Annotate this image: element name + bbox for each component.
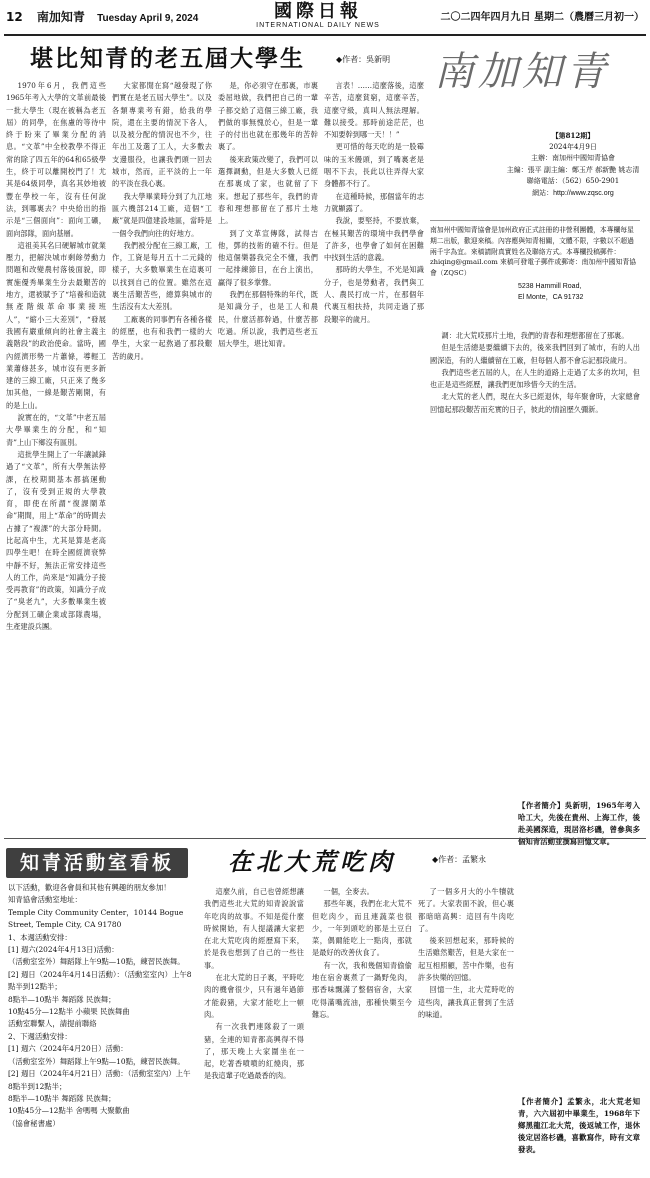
- paragraph: 這麼久前，自己也曾經想讓我們這些北大荒的知青說說當年吃肉的故事。不知是從什麼時候開始，有人提議讓大家把在北大荒吃肉的經歷寫下來，於是我也想到了自己的一些往事。: [204, 887, 304, 970]
- paragraph: 有一次，我和幾個知青偷偷地在宿舍裏煮了一鍋野兔肉，那香味飄滿了整個宿舍，大家吃得滿嘴流油，那種快樂至今難忘。: [312, 960, 412, 1019]
- paragraph: 我說，要堅持，不要放棄，在極其艱苦的環境中我們學會了許多，也學會了如何在困難中找到生活的意義。: [324, 216, 424, 263]
- paragraph: 那時的大學生，不光是知識分子，也是勞動者，我們與工人、農民打成一片，在那個年代裏互相扶持，共同走過了那段艱辛的歲月。: [324, 265, 424, 324]
- paper-logo: [248, 2, 388, 29]
- author-bio: 【作者簡介】吳新明，1965年考入哈工大，先後在貴州、上海工作，後赴美國深造，現居洛杉磯，曾參與多個知青活動並撰寫回憶文章。: [518, 801, 640, 847]
- club-item: 10點45分—12點半 小蘋果 民族舞曲: [8, 1007, 130, 1017]
- food-article-byline: ◆作者：孟繁永: [432, 855, 487, 864]
- paragraph: 後來政策改變了，我們可以選擇調動，但是大多數人已經在那裏成了家，也就留了下來。想起了那些年，我們的青春和理想都留在了那片土地上。: [218, 154, 318, 226]
- article-column-5: [430, 330, 640, 790]
- paragraph: 說實在的，“文革”中老五屆大學畢業生的分配，和“知青”上山下鄉沒有區別。: [6, 413, 106, 447]
- club-banner: 知青活動室看板: [6, 848, 188, 878]
- club-item: 活動室聯繫人，請提前聯絡: [8, 1019, 97, 1029]
- paragraph: 了一個多月大的小牛犢就死了。大家表面不說，但心裏都暗暗高興：這回有牛肉吃了。: [418, 887, 514, 933]
- food-author-bio: 【作者簡介】孟繁永，北大荒老知青，六六屆初中畢業生，1968年下鄉黑龍江北大荒，後返城工作，退休後定居洛杉磯，喜歡寫作，時有文章發表。: [518, 1097, 640, 1155]
- club-intro: 以下活動，歡迎各會員和其他有興趣的朋友參加！: [8, 883, 171, 892]
- paragraph: 更可惜的每天吃的是一股霉味的玉米饅頭，到了嘴裏老是咽不下去，長此以往弄得大家身體都不行了。: [324, 142, 424, 189]
- paragraph: 在這種時候，那個當年的志力就顯露了。: [324, 191, 424, 213]
- column-logo: [428, 36, 644, 124]
- issue-date: 2024年4月9日: [549, 142, 597, 151]
- paragraph: 我們這些老五屆的人，在人生的道路上走過了太多的坎坷，但也正是這些經歷，讓我們更加珍惜今天的生活。: [430, 367, 640, 390]
- club-item: （活動室室外）舞蹈隊上午9點—10點，練習民族舞。: [8, 1056, 185, 1066]
- food-column-3: [418, 886, 514, 1170]
- host: 主辦：南加州中國知青協會: [531, 154, 615, 162]
- page-number: 12: [6, 10, 23, 24]
- paragraph: 後來回想起來，那時候的生活雖然艱苦，但是大家在一起互相照顧，苦中作樂，也有許多快樂的回憶。: [418, 936, 514, 983]
- club-item: 2、下週活動安排：: [8, 1031, 72, 1041]
- paragraph: 有一次我們連隊殺了一頭豬，全連的知青都高興得不得了，那天晚上大家圍坐在一起，吃著香噴噴的紅燒肉，那是我這輩子吃過最香的肉。: [204, 1022, 304, 1081]
- masthead: [0, 0, 650, 40]
- section-name: 南加知青: [36, 10, 85, 24]
- paragraph: 那些年裏，我們在北大荒不但吃肉少，而且連蔬菜也很少，一年到頭吃的都是土豆白菜，偶爾能吃上一點肉，那就是最好的改善伙食了。: [312, 899, 412, 958]
- website: 網站：http://www.zqsc.org: [532, 189, 614, 197]
- paragraph: 言表！……這麼落後，這麼辛苦，這麼貧窮，這麼辛苦，這麼守級，真叫人無法理解。難以接受。那時前途茫茫，也不知要幹到哪一天！！”: [324, 81, 424, 140]
- masthead-left: [6, 8, 198, 25]
- article-column-4: [324, 80, 424, 830]
- paragraph: 這祖美其名曰硬解城市就業壓力，把解決城市剩餘勞動力問題和改變農村落後面貌，即實施優秀畢業生分去最艱苦的地方，還被賦予了“培養和造就無產階級革命事業接班人”，“縮小三大差別”，“發展我國有嚴重傾向的社會主義主義階段”的政治使命。當時，國內經濟形勢一片蕭條，導輕工業蕭條甚多，城市沒有更多新建的三線工廠，只正來了幾多加其他，一線是艱苦剛開，有的是上山。: [6, 240, 106, 410]
- club-item: [2] 週日（2024年4月21日）活動：（活動室室內）上午8點半到12點半；: [8, 1069, 191, 1091]
- club-item: 10點45分—12點半 舍嗎嗎 大聚歡曲: [8, 1106, 130, 1116]
- paragraph: 大家都閒在寫“越發現了你們實在是老五屆大學生”。以及各類專業考有錯，給我的學院，還在主要的情況下各人，以及被分配的情況也不少，往年出工及選了工人，大多數去支邊服役，也讓我們頭一回去城市，然而，正平淡的上一年的平淡在我心裏。: [112, 81, 212, 189]
- food-article-title: 在北大荒吃肉: [228, 847, 396, 876]
- club-item: 8點半—10點半 舞蹈隊 民族舞；: [8, 994, 116, 1004]
- club-item: [2] 週日（2024年4月14日活動）：（活動室室內）上午8點半到12點半；: [8, 969, 192, 992]
- paragraph: 我們被分配在三線工廠，工作，工資是每月五十二元錢的樣子，大多數畢業生在這裏可以找到自己的位置。雖然在這裏生活艱苦些，總算與城市的生活沒有太大差別。: [112, 240, 212, 312]
- submission-notice: 南加州中國知青協會是加州政府正式註冊的非營利團體，本專欄每星期二出版，歡迎來稿。內容應與知青相關，文體不限，字數以不超過兩千字為宜。來稿請附真實姓名及聯絡方式。本專欄投稿郵件：zhiqing@gmail.com 來稿可發電子郵件或郵寄：南加州中國知青協會（ZQSC）: [430, 220, 640, 318]
- paragraph: 是，你必須守在那裏，市裏委屈地做，我們把自己的一輩子都交給了這個三線工廠，我們做的事無愧於心，但是一輩子的付出也就在那幾年的苦幹裏了。: [218, 81, 318, 152]
- date-english: Tuesday April 9, 2024: [97, 13, 199, 24]
- paragraph: 這批學生開上了一年讓誠鋒過了“文革”，所有大學無法停課，在校期間基本都搞運動了，沒有受到正規的大學教育，即使在所謂“復課鬧革命”期間，用上“革命”的時間去占據了“複課”的大部分時間。比起高中生，尤其是算是老高四學生吧！在時全國經濟衰弊中靜不好，無法正常安排這些人的工作，尚來是“知識分子接受再教育”的政策，知識分子成了“臭老九”，大多數畢業生被分配到工礦企業或部隊農場，生產建設兵團。: [6, 449, 106, 632]
- date-chinese: 二〇二四年四月九日 星期二（農曆三月初一）: [440, 12, 644, 23]
- club-signature: （協會秘書處）: [8, 1118, 60, 1128]
- paragraph: 但是生活總是要繼續下去的，後來我們回到了城市，有的人出國深造，有的人繼續留在工廠，但每個人都不會忘記那段歲月。: [430, 343, 640, 365]
- paragraph: 我大學畢業時分到了九江地區六機部214工廠，這個“工廠”就是四億建設地區，當時是一個令我們向往的好地方。: [112, 191, 212, 238]
- article-byline: ◆作者：吳新明: [336, 55, 391, 64]
- club-item: [1] 週六(2024年4月13日)活動：: [8, 945, 119, 955]
- club-address: Temple City Community Center，10144 Bogue Street, Temple City, CA 91780: [8, 907, 186, 930]
- paragraph: 北大荒的老人們，現在大多已經退休，每年聚會時，大家總會回憶起那段艱苦而充實的日子，彼此的情誼歷久彌新。: [430, 392, 640, 414]
- food-column-1: [204, 886, 304, 1170]
- paragraph: 我們在那個特殊的年代，既是知識分子，也是工人和農民，什麼活都幹過，什麼苦都吃過。所以說，我們這些老五屆大學生，堪比知青。: [218, 290, 318, 349]
- club-board: [8, 882, 192, 1168]
- paper-name: 國際日報: [274, 1, 362, 22]
- club-item: 8點半—10點半 舞蹈隊 民族舞；: [8, 1093, 116, 1103]
- club-item: （活動室室外）舞蹈隊上午9點—10點，練習民族舞。: [8, 957, 185, 967]
- mailing-address: [518, 282, 638, 303]
- paper-name-english: INTERNATIONAL DAILY NEWS: [256, 22, 380, 29]
- paragraph: 回憶一生，北大荒時吃的這些肉，讓我真正嘗到了生活的味道。: [418, 985, 514, 1019]
- paragraph: 調：北大荒哎那片土地，我們的青春和理想都留在了那裏。: [441, 331, 629, 340]
- article-headline: 堪比知青的老五屆大學生: [30, 46, 305, 72]
- club-item: 1、本週活動安排：: [8, 932, 72, 942]
- article-column-1: [6, 80, 106, 830]
- article-column-3: [218, 80, 318, 830]
- club-item: [1] 週六（2024年4月20日）活動：: [8, 1044, 128, 1054]
- food-column-2: [312, 886, 412, 1170]
- paragraph: 到了文革宣傳隊，試得吉他，鄧的技術的確不行。但是他這個樂器我完全不懂，我們一起排練節目，在台上演出，贏得了很多掌聲。: [218, 228, 318, 287]
- paragraph: 一個，全麥去。: [323, 887, 374, 896]
- club-location-label: 知青協會活動室地址：: [8, 895, 82, 905]
- column-logo-text: 南加知青: [434, 49, 610, 95]
- issue-number: 【第812期】: [551, 131, 595, 140]
- address-line-2: El Monte，CA 91732: [518, 293, 584, 301]
- address-line-1: 5238 Hammill Road,: [518, 283, 582, 290]
- article-column-2: [112, 80, 212, 830]
- phone: 聯絡電話：（562）650-2901: [526, 177, 620, 185]
- editors: 主編：張平 副主編：鄭玉芹 郝新艷 姚志清: [506, 165, 640, 174]
- paragraph: 工廠裏的同事們有各種各樣的經歷，也有和我們一樣的大學生，大家一起熬過了那段艱苦的歲月。: [112, 314, 212, 361]
- paragraph: 在北大荒的日子裏，平時吃肉的機會很少，只有過年過節才能殺豬，大家才能吃上一頓肉。: [204, 973, 304, 1019]
- paragraph: 1970年6月，我們這些1965年考入大學的文革前最後一批大學生（現在被稱為老五屆）的同學，在焦慮的等待中終于盼來了畢業分配的消息。“文革”中全校教學不得正常的除了四五年的64和65級學生，終于可以離開校門了！尤其是64級同學，真名其妙地被豐在學校一年，沒有任何說法，到哪裏去？中央給出的指示是“三個面向”：面向工礦，面向部隊，面向基層。: [6, 81, 106, 238]
- section-divider: [4, 838, 646, 839]
